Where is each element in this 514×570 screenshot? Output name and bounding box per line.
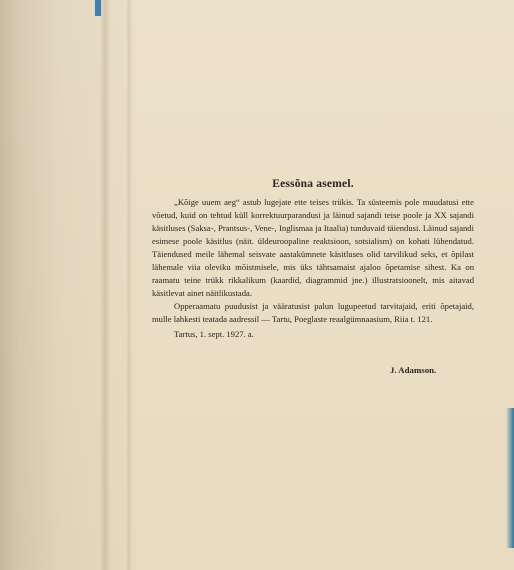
left-page-margin xyxy=(0,0,135,570)
page-crease xyxy=(126,0,132,570)
cover-edge-right xyxy=(506,408,514,548)
preface-block xyxy=(152,178,474,341)
preface-paragraph-1: „Kõige uuem aeg“ astub lugejate ette teises trükis. Ta süsteemis pole muudatusi ette võetud, kuid on tehtud küll korrektuurparandusi ja läinud sajandi teise poole ja XX sajandi käsitluses (Saksa-, Prantsus-, Vene-, Inglismaa ja Itaalia) tunduvaid täiendusi. Läinud sajandi esimese poole käsitlus (näit. üldeuroopaline reaktsioon, sotsialism) on kohati lühendatud. Täiendused meile lähemal seisvate aastakümnete käsitluses olid tarvilikud seks, et õpilast lähemale viia oleviku mõistmisele, mis üks tähtsamaist ajaloo õpetamise sihest. Ka on raamatu teine trükk rikkalikum (kaardid, diagrammid jne.) illustratsioonelt, mis aitavad käsitlevat ainet näitlikustada. xyxy=(152,197,474,298)
author-signature: J. Adamson. xyxy=(390,365,437,375)
preface-paragraph-2: Opperaamatu puudusist ja vääratusist palun lugupeetud tarvitajaid, eriti õpetajaid, mulle lahkesti teatada aadressil — Tartu, Poeglaste reaalgümnaasium, Riia t. 121. xyxy=(152,301,474,324)
cover-edge-top xyxy=(95,0,101,16)
page-fold-shadow xyxy=(100,0,110,570)
dateline: Tartus, 1. sept. 1927. a. xyxy=(174,329,254,339)
preface-heading: Eessõna asemel. xyxy=(272,178,354,190)
